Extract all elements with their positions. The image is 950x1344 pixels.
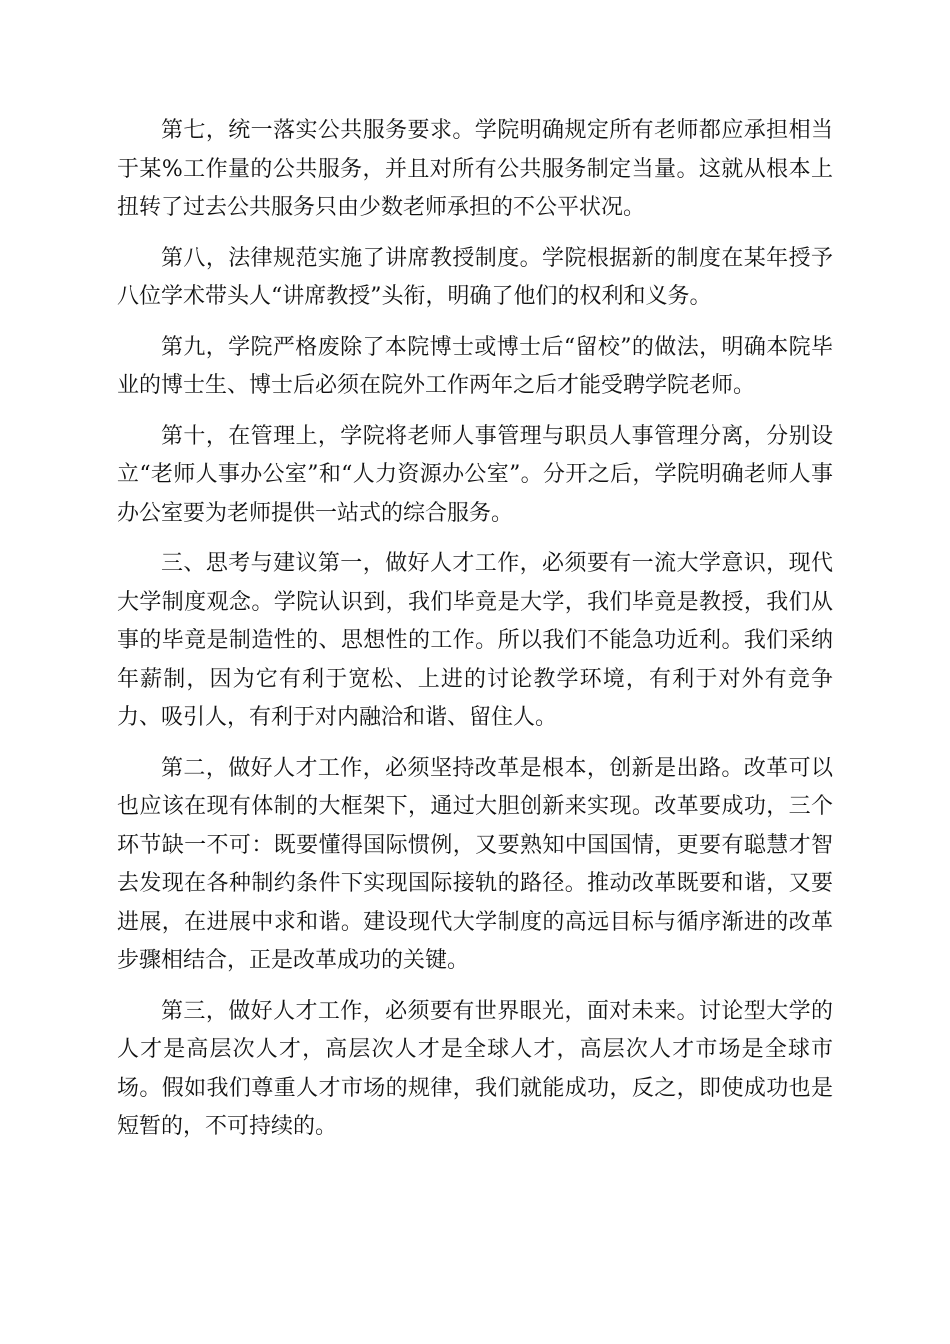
paragraph-8-chair-professor: 第八，法律规范实施了讲席教授制度。学院根据新的制度在某年授予八位学术带头人“讲席教授”头衔，明确了他们的权利和义务。 — [117, 245, 833, 309]
document-body — [117, 112, 833, 1159]
paragraph-10-hr-management: 第十，在管理上，学院将老师人事管理与职员人事管理分离，分别设立“老师人事办公室”和“人力资源办公室”。分开之后，学院明确老师人事办公室要为老师提供一站式的综合服务。 — [117, 423, 833, 526]
paragraph-7-public-service: 第七，统一落实公共服务要求。学院明确规定所有老师都应承担相当于某%工作量的公共服务，并且对所有公共服务制定当量。这就从根本上扭转了过去公共服务只由少数老师承担的不公平状况。 — [117, 118, 833, 220]
paragraph-section-3-first: 三、思考与建议第一，做好人才工作，必须要有一流大学意识，现代大学制度观念。学院认识到，我们毕竟是大学，我们毕竟是教授，我们从事的毕竟是制造性的、思想性的工作。所以我们不能急功近利。我们采纳年薪制，因为它有利于宽松、上进的讨论教学环境，有利于对外有竞争力、吸引人，有利于对内融洽和谐、留住人。 — [117, 551, 833, 730]
paragraph-section-3-second: 第二，做好人才工作，必须坚持改革是根本，创新是出路。改革可以也应该在现有体制的大框架下，通过大胆创新来实现。改革要成功，三个环节缺一不可：既要懂得国际惯例，又要熟知中国国情，更要有聪慧才智去发现在各种制约条件下实现国际接轨的路径。推动改革既要和谐，又要进展，在进展中求和谐。建设现代大学制度的高远目标与循序渐进的改革步骤相结合，正是改革成功的关键。 — [117, 755, 833, 973]
paragraph-section-3-third: 第三，做好人才工作，必须要有世界眼光，面对未来。讨论型大学的人才是高层次人才，高层次人才是全球人才，高层次人才市场是全球市场。假如我们尊重人才市场的规律，我们就能成功，反之，即使成功也是短暂的，不可持续的。 — [117, 998, 833, 1139]
paragraph-9-no-inbreeding: 第九，学院严格废除了本院博士或博士后“留校”的做法，明确本院毕业的博士生、博士后必须在院外工作两年之后才能受聘学院老师。 — [117, 334, 833, 398]
